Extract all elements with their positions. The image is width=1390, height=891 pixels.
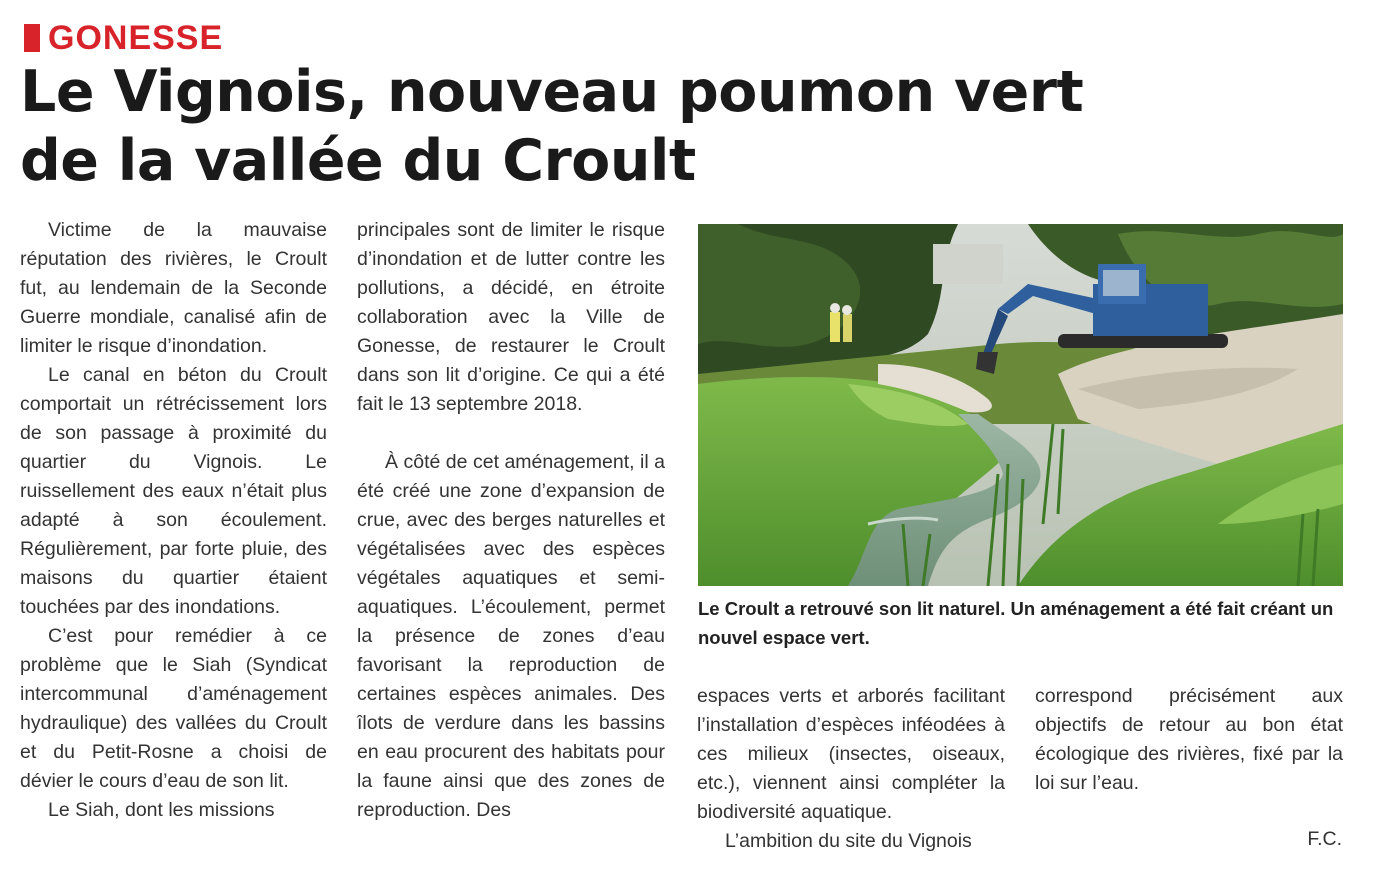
author-signature: F.C.: [1307, 828, 1342, 850]
croult-river-photo: [698, 224, 1343, 586]
paragraph: espaces verts et arborés facilitant l’installation d’espèces inféodées à ces milieux (insectes, oiseaux, etc.), viennent ainsi compléter la biodiversité aquatique.: [697, 685, 1005, 823]
paragraph: Le Siah, dont les missions: [48, 799, 275, 821]
section-kicker: [24, 20, 223, 56]
paragraph: À côté de cet aménagement, il a été créé une zone d’expansion de crue, avec des berges naturelles et végétalisées avec des espèces végétales aquatiques et semi-aquatiques. L’écoulement, permet la présence de zones d’eau favorisant la reproduction de certaines espèces animales. Des îlots de verdure dans les bassins en eau procurent des habitats pour la faune ainsi que des zones de reproduction. Des: [357, 451, 665, 821]
paragraph: Le canal en béton du Croult comportait un rétrécissement lors de son passage à proximité du quartier du Vignois. Le ruissellement des eaux n’était plus adapté à son écoulement. Régulièrement, par forte pluie, des maisons du quartier étaient touchées par des inondations.: [20, 364, 327, 618]
headline-line-1: Le Vignois, nouveau poumon vert: [20, 59, 1084, 125]
article-photo: [698, 224, 1343, 586]
kicker-label: GONESSE: [48, 18, 224, 57]
paragraph: C’est pour remédier à ce problème que le Siah (Syndicat intercommunal d’aménagement hydraulique) des vallées du Croult et du Petit-Rosne a choisi de dévier le cours d’eau de son lit.: [20, 625, 327, 792]
article-column-1: [20, 216, 327, 825]
paragraph: principales sont de limiter le risque d’inondation et de lutter contre les pollutions, a décidé, en étroite collaboration avec la Ville de Gonesse, de restaurer le Croult dans son lit d’origine. Ce qui a été fait le 13 septembre 2018.: [357, 219, 665, 415]
kicker-red-square: [24, 24, 40, 52]
article-column-2: [357, 216, 665, 825]
paragraph: correspond précisément aux objectifs de retour au bon état écologique des rivières, fixé par la loi sur l’eau.: [1035, 685, 1343, 794]
headline-line-2: de la vallée du Croult: [20, 128, 696, 194]
photo-caption: Le Croult a retrouvé son lit naturel. Un aménagement a été fait créant un nouvel espace vert.: [698, 598, 1334, 648]
paragraph: Victime de la mauvaise réputation des rivières, le Croult fut, au lendemain de la Seconde Guerre mondiale, canalisé afin de limiter le risque d’inondation.: [20, 219, 327, 357]
paragraph: L’ambition du site du Vignois: [725, 830, 972, 852]
headline: [20, 58, 1360, 196]
article-column-4: [1035, 682, 1343, 798]
article-column-3: [697, 682, 1005, 856]
